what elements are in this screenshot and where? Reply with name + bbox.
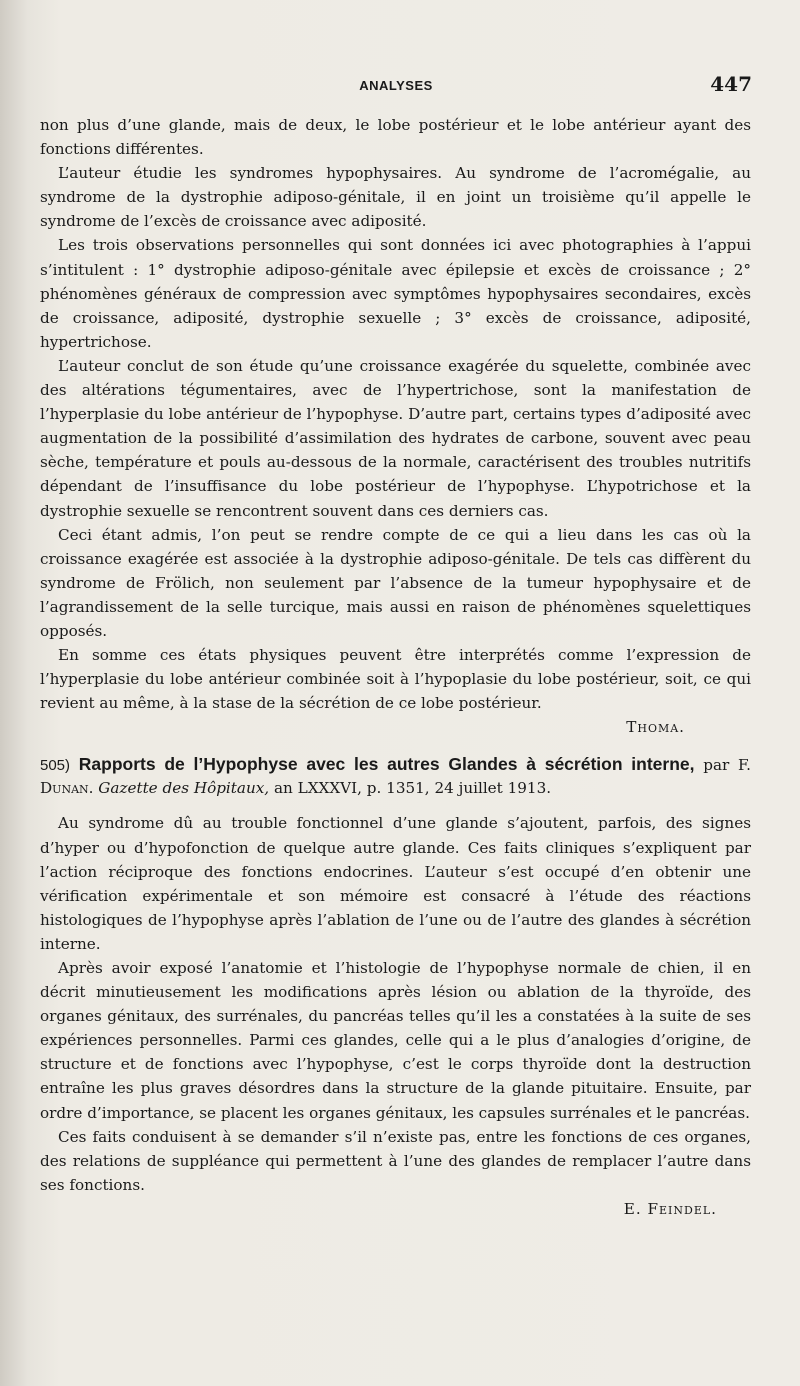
paragraph: Au syndrome dû au trouble fonctionnel d’une glande s’ajoutent, parfois, des signes d’hyper ou d’hypofonction de quelque autre glande. Ces faits cliniques s’expliquent par l’action réciproque des fonctions endocrines. L’auteur s’est occupé d’en obtenir une vérification expérimentale et son mémoire est consacré à l’étude des réactions histologiques de l’hypophyse après l’ablation de l’une ou de l’autre des glandes à sécrétion interne. bbox=[40, 814, 751, 953]
paragraph: L’auteur étudie les syndromes hypophysaires. Au syndrome de l’acromégalie, au syndrome de la dystrophie adiposo-génitale, il en joint un troisième qu’il appelle le syndrome de l’excès de croissance avec adiposité. bbox=[40, 164, 751, 231]
article-heading bbox=[40, 753, 751, 799]
page-header bbox=[40, 72, 752, 112]
paragraph: Ceci étant admis, l’on peut se rendre compte de ce qui a lieu dans les cas où la croissance exagérée est associée à la dystrophie adiposo-génitale. De tels cas diffèrent du syndrome de Frölich, non seulement par l’absence de la tumeur hypophysaire et de l’agrandissement de la selle turcique, mais aussi en raison de phénomènes squelettiques opposés. bbox=[40, 525, 751, 640]
article-continued bbox=[40, 113, 751, 739]
article-author: F. Dunan. bbox=[40, 756, 751, 798]
author-prefix: par bbox=[694, 756, 738, 775]
article-body bbox=[40, 811, 751, 1221]
running-head: ANALYSES bbox=[359, 78, 433, 93]
paragraph: non plus d’une glande, mais de deux, le lobe postérieur et le lobe antérieur ayant des fonctions différentes. bbox=[40, 116, 751, 159]
article-505 bbox=[40, 753, 751, 1221]
article-number: 505) bbox=[40, 757, 71, 775]
paragraph: Après avoir exposé l’anatomie et l’histologie de l’hypophyse normale de chien, il en décrit minutieusement les modifications après lésion ou ablation de la thyroïde, des organes génitaux, des surrénales, du pancréas telles qu’il les a constatées à la suite de ses expériences personnelles. Parmi ces glandes, celle qui a le plus d’analogies d’origine, de structure et de fonctions avec l’hypophyse, c’est le corps thyroïde dont la destruction entraîne les plus graves désordres dans la structure de la glande pituitaire. Ensuite, par ordre d’importance, se placent les organes génitaux, les capsules surrénales et le pancréas. bbox=[40, 959, 751, 1122]
page-body bbox=[40, 113, 751, 1221]
paragraph: L’auteur conclut de son étude qu’une croissance exagérée du squelette, combinée avec des altérations tégumentaires, avec de l’hypertrichose, sont la manifestation de l’hyperplasie du lobe antérieur de l’hypophyse. D’autre part, certains types d’adiposité avec augmentation de la possibilité d’assimilation des hydrates de carbone, souvent avec peau sèche, température et pouls au-dessous de la normale, caractérisent des troubles nutritifs dépendant de l’insuffisance du lobe postérieur de l’hypophyse. L’hypotrichose et la dystrophie sexuelle se rencontrent souvent dans ces derniers cas. bbox=[40, 356, 751, 520]
page-number: 447 bbox=[710, 72, 752, 96]
paragraph: Ces faits conduisent à se demander s’il n’existe pas, entre les fonctions de ces organes, des relations de suppléance qui permettent à l’une des glandes de remplacer l’autre dans ses fonctions. bbox=[40, 1127, 751, 1194]
paragraph: En somme ces états physiques peuvent être interprétés comme l’expression de l’hyperplasie du lobe antérieur combinée soit à l’hypoplasie du lobe postérieur, soit, ce qui revient au même, à la stase de la sécrétion de ce lobe postérieur. bbox=[40, 646, 751, 713]
paragraph: Les trois observations personnelles qui sont données ici avec photographies à l’appui s’intitulent : 1° dystrophie adiposo-génitale avec épilepsie et excès de croissance ; 2° phénomènes généraux de compression avec symptômes hypophysaires secondaires, excès de croissance, adiposité, dystrophie sexuelle ; 3° excès de croissance, adiposité, hypertrichose. bbox=[40, 236, 751, 351]
article-details: an LXXXVI, p. 1351, 24 juillet 1913. bbox=[269, 779, 552, 798]
author-signature: Thoma. bbox=[626, 718, 685, 737]
article-source: Gazette des Hôpitaux, bbox=[98, 779, 270, 798]
author-signature: E. Feindel. bbox=[623, 1199, 717, 1218]
article-title: Rapports de l’Hypophyse avec les autres Glandes à sécrétion interne, bbox=[78, 754, 695, 775]
